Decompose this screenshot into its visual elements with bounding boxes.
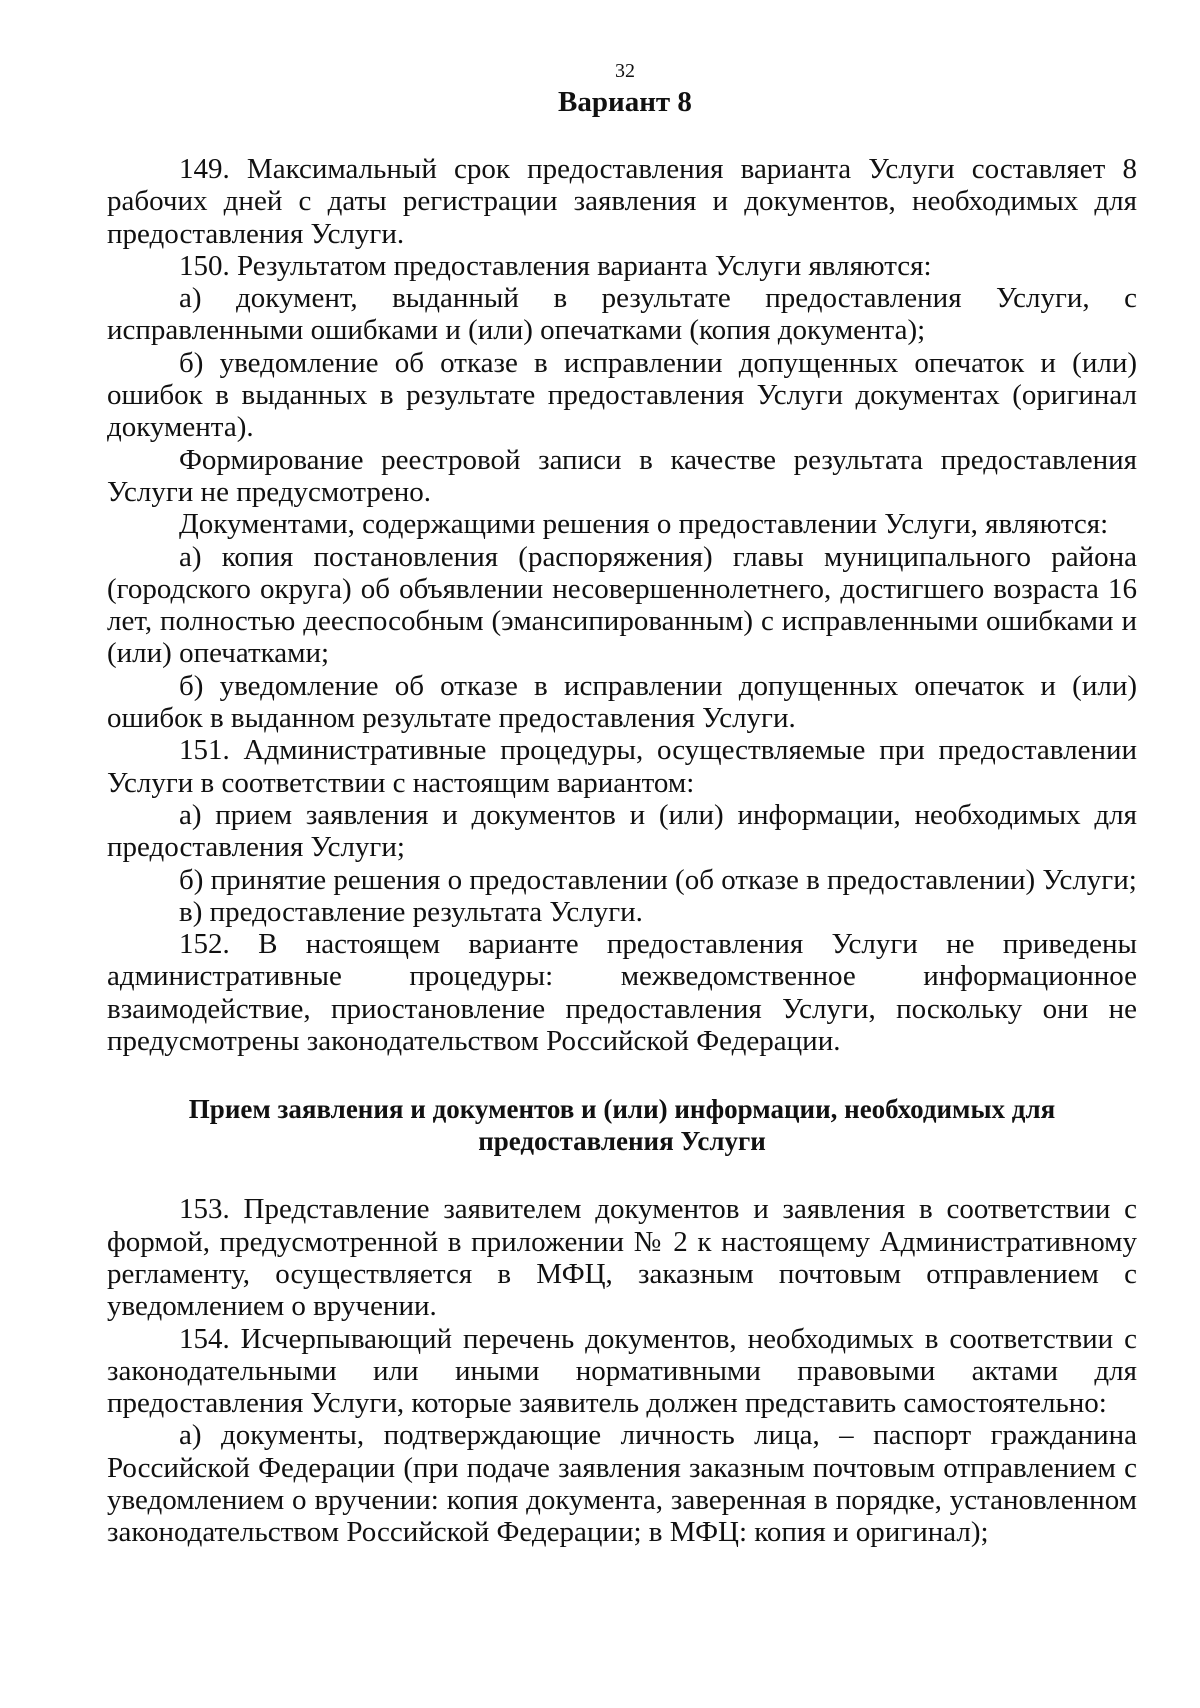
paragraph-registry-record: Формирование реестровой записи в качестве результата предоставления Услуги не предусмотрено. (107, 443, 1137, 508)
paragraph-153: 153. Представление заявителем документов и заявления в соответствии с формой, предусмотренной в приложении № 2 к настоящему Административному регламенту, осуществляется в МФЦ, заказным почтовым отправлением с уведомлением о вручении. (107, 1193, 1137, 1323)
paragraph-decision-a: а) копия постановления (распоряжения) главы муниципального района (городского округа) об объявлении несовершеннолетнего, достигшего возраста 16 лет, полностью дееспособным (эмансипированным) с исправленными ошибками и (или) опечатками; (107, 540, 1137, 670)
paragraph-151-c: в) предоставление результата Услуги. (179, 895, 643, 928)
page-number: 32 (615, 60, 635, 82)
paragraph-151-b: б) принятие решения о предоставлении (об отказе в предоставлении) Услуги; (179, 863, 1137, 896)
paragraph-decision-b: б) уведомление об отказе в исправлении допущенных опечаток и (или) ошибок в выданном результате предоставления Услуги. (107, 669, 1137, 735)
paragraph-149: 149. Максимальный срок предоставления варианта Услуги составляет 8 рабочих дней с даты регистрации заявления и документов, необходимых для предоставления Услуги. (107, 153, 1137, 250)
paragraph-151: 151. Административные процедуры, осуществляемые при предоставлении Услуги в соответствии с настоящим вариантом: (107, 734, 1137, 799)
paragraph-150-b: б) уведомление об отказе в исправлении допущенных опечаток и (или) ошибок в выданных в результате предоставления Услуги документах (оригинал документа). (107, 346, 1137, 444)
paragraph-150: 150. Результатом предоставления варианта Услуги являются: (179, 249, 932, 282)
section-heading: Прием заявления и документов и (или) информации, необходимых для предоставления Услуги (188, 1094, 1056, 1157)
paragraph-152: 152. В настоящем варианте предоставления Услуги не приведены административные процедуры: межведомственное информационное взаимодействие, приостановление предоставления Услуги, поскольку они не предусмотрены законодательством Российской Федерации. (107, 928, 1137, 1058)
paragraph-154: 154. Исчерпывающий перечень документов, необходимых в соответствии с законодательными или иными нормативными правовыми актами для предоставления Услуги, которые заявитель должен представить самостоятельно: (107, 1322, 1137, 1420)
document-body (107, 153, 1137, 1549)
paragraph-decision-documents: Документами, содержащими решения о предоставлении Услуги, являются: (179, 508, 1109, 541)
paragraph-151-a: а) прием заявления и документов и (или) информации, необходимых для предоставления Услуги; (107, 798, 1137, 864)
paragraph-154-a: а) документы, подтверждающие личность лица, – паспорт гражданина Российской Федерации (при подаче заявления заказным почтовым отправлением с уведомлением о вручении: копия документа, заверенная в порядке, установленном законодательством Российской Федерации; в МФЦ: копия и оригинал); (107, 1419, 1137, 1549)
variant-title: Вариант 8 (558, 86, 692, 118)
paragraph-150-a: а) документ, выданный в результате предоставления Услуги, с исправленными ошибками и (или) опечатками (копия документа); (107, 282, 1137, 347)
